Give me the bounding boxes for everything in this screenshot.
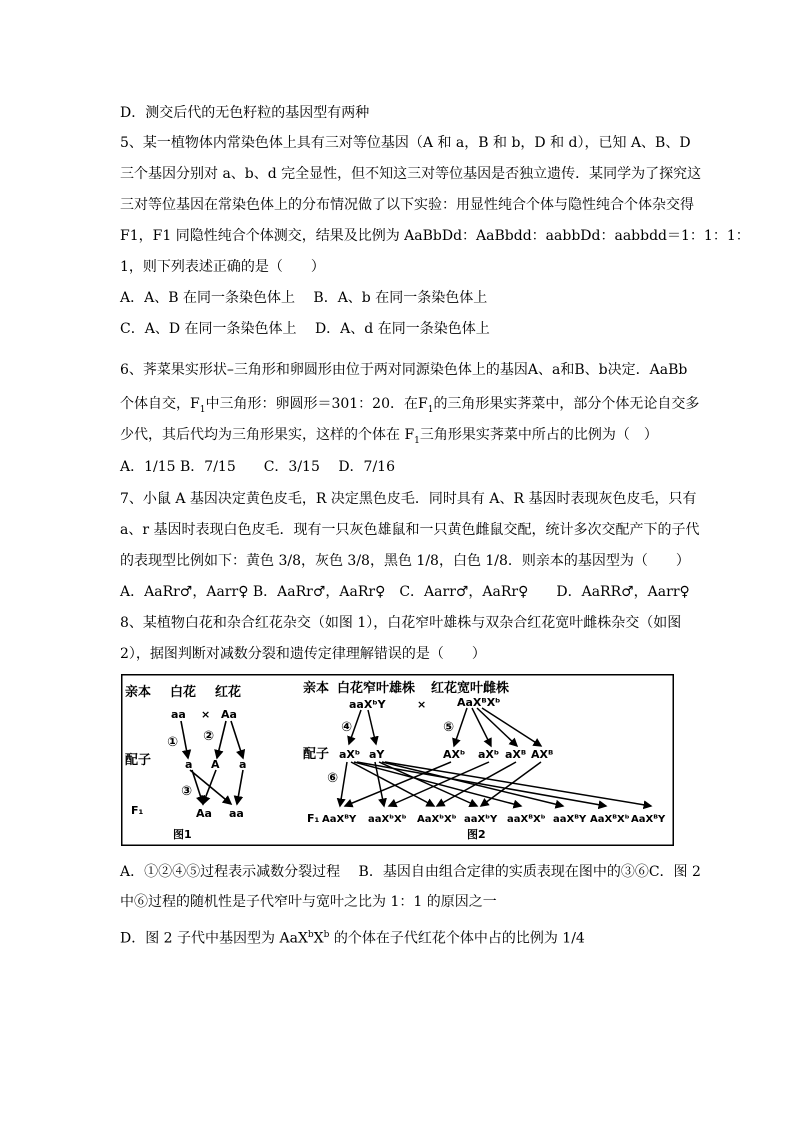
fig2-step-5: ⑤	[443, 720, 455, 735]
fig2-gamete-label: 配子	[303, 747, 330, 762]
q6-stem-line-1: 6、荠菜果实形状–三角形和卵圆形由位于两对同源染色体上的基因A、a和B、b决定．AaBb	[120, 362, 688, 378]
fig2-female-label: 红花宽叶雌株	[431, 681, 510, 696]
q5-stem-line-1: 5、某一植物体内常染色体上具有三对等位基因（A 和 a，B 和 b，D 和 d），已知 A、B、D	[120, 135, 691, 151]
q4-option-d: D．测交后代的无色籽粒的基因型有两种	[120, 105, 370, 121]
fig2-step-4: ④	[341, 720, 353, 735]
fig1-f1-label: F₁	[131, 804, 144, 817]
fig2-gamete-6: AXᴮ	[531, 748, 554, 761]
fig2-gamete-4: aXᵇ	[478, 748, 500, 761]
q8-option-d: D．图 2 子代中基因型为 $AaX^bX^b$ 的个体在子代红花个体中占的比例为 1/4	[120, 930, 585, 947]
fig2-offspring-2: aaXᵇXᵇ	[368, 814, 407, 825]
q6-options: A．1/15 B．7/15 C．3/15 D．7/16	[120, 459, 395, 475]
fig2-cross: ×	[417, 698, 427, 711]
fig1-gamete-2: A	[211, 758, 220, 771]
q5-stem-line-3: 三对等位基因在常染色体上的分布情况做了以下实验：用显性纯合个体与隐性纯合个体杂交得	[120, 197, 694, 213]
fig1-caption: 图1	[173, 828, 192, 841]
q5-stem-line-4: F1，F1 同隐性纯合个体测交，结果及比例为 AaBbDd：AaBbdd：aabbDd：aabbdd＝1：1：1：	[120, 228, 750, 244]
fig2-offspring-6: aaXᴮY	[553, 814, 587, 825]
fig2-gamete-1: aXᵇ	[339, 748, 361, 761]
fig2-male-label: 白花窄叶雄株	[337, 681, 416, 696]
fig2-offspring-8: AaXᴮY	[631, 814, 666, 825]
q8-option-c-cont: 中⑥过程的随机性是子代窄叶与宽叶之比为 1：1 的原因之一	[120, 894, 497, 910]
fig2-gamete-5: aXᴮ	[505, 748, 527, 761]
fig2-gamete-3: AXᵇ	[443, 748, 466, 761]
fig1-red-label: 红花	[215, 685, 242, 700]
fig2-offspring-1: AaXᴮY	[322, 814, 357, 825]
fig2-offspring-4: aaXᵇY	[464, 814, 498, 825]
q6-stem-line-3: 少代，其后代均为三角形果实，这样的个体在 $F_1$三角形果实荠菜中所占的比例为（ ）	[120, 427, 658, 446]
q5-options-ab: A．A、B 在同一条染色体上 B．A、b 在同一条染色体上	[120, 290, 488, 306]
fig2-caption: 图2	[467, 828, 486, 841]
fig2-offspring-5: aaXᴮXᵇ	[507, 814, 546, 825]
fig2-offspring-7: AaXᴮXᵇ	[590, 814, 630, 825]
q7-options: A．AaRr♂，Aarr♀ B．AaRr♂，AaRr♀ C．Aarr♂，AaRr♀ D．AaRR♂，Aarr♀	[120, 584, 690, 600]
genetics-cross-figure	[121, 674, 674, 846]
q5-options-cd: C．A、D 在同一条染色体上 D．A、d 在同一条染色体上	[120, 321, 490, 337]
fig1-white-label: 白花	[170, 685, 197, 700]
q8-stem-line-2: 2），据图判断对减数分裂和遗传定律理解错误的是（ ）	[120, 646, 486, 662]
q7-stem-line-3: 的表现型比例如下：黄色 3/8，灰色 3/8，黑色 1/8，白色 1/8．则亲本的基因型为（ ）	[120, 553, 690, 569]
fig1-parent-label: 亲本	[125, 685, 152, 700]
fig2-step-6: ⑥	[327, 771, 339, 786]
fig1-gamete-label: 配子	[125, 753, 152, 768]
fig2-parent-label: 亲本	[303, 681, 330, 696]
q7-stem-line-1: 7、小鼠 A 基因决定黄色皮毛，R 决定黑色皮毛．同时具有 A、R 基因时表现灰色皮毛，只有	[120, 491, 697, 507]
q8-stem-line-1: 8、某植物白花和杂合红花杂交（如图 1），白花窄叶雄株与双杂合红花宽叶雌株杂交（如图	[120, 615, 682, 631]
q5-stem-line-5: 1，则下列表述正确的是（ ）	[120, 259, 325, 275]
fig1-offspring-1: Aa	[196, 807, 212, 820]
fig1-cross: ×	[201, 708, 211, 721]
fig1-parent-2: Aa	[221, 708, 237, 721]
fig1-offspring-2: aa	[229, 807, 244, 820]
q7-stem-line-2: a、r 基因时表现白色皮毛．现有一只灰色雄鼠和一只黄色雌鼠交配，统计多次交配产下的子代	[120, 522, 700, 538]
fig1-step-2: ②	[203, 729, 215, 744]
fig1-step-1: ①	[167, 735, 179, 750]
q5-stem-line-2: 三个基因分别对 a、b、d 完全显性，但不知这三对等位基因是否独立遗传．某同学为了探究这	[120, 166, 702, 182]
q6-stem-line-2: 个体自交，$F_1$中三角形：卵圆形＝301：20．在$F_1$的三角形果实荠菜中，部分个体无论自交多	[120, 396, 700, 415]
fig1-gamete-3: a	[239, 758, 247, 771]
fig1-parent-1: aa	[171, 708, 186, 721]
fig2-gamete-2: aY	[369, 748, 385, 761]
fig1-step-3: ③	[181, 784, 193, 799]
fig2-parent-2: AaXᴮXᵇ	[457, 696, 501, 709]
fig2-offspring-3: AaXᵇXᵇ	[417, 814, 457, 825]
q8-options-ab: A．①②④⑤过程表示减数分裂过程 B．基因自由组合定律的实质表现在图中的③⑥C．图 2	[120, 864, 701, 880]
fig2-parent-1: aaXᵇY	[349, 698, 386, 711]
fig2-f1-label: F₁	[307, 812, 320, 825]
fig1-gamete-1: a	[185, 758, 193, 771]
